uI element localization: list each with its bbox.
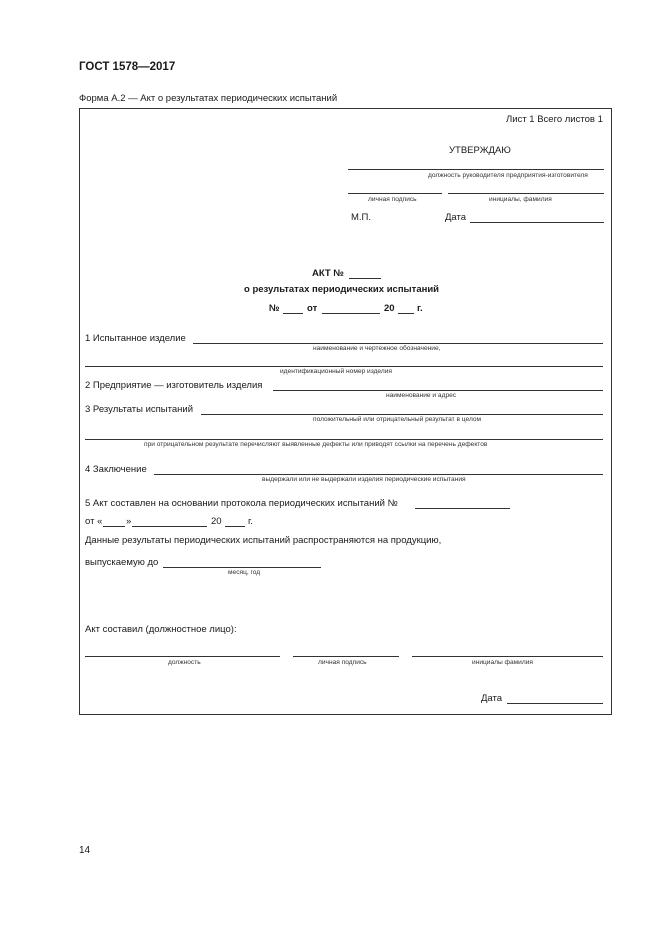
year2-line[interactable] — [225, 526, 245, 527]
approve-name-line[interactable] — [448, 193, 604, 194]
signature-line[interactable] — [293, 656, 399, 657]
approve-name-hint: инициалы, фамилия — [489, 196, 552, 203]
from-quote-label: от « — [85, 516, 103, 527]
item3-line[interactable] — [201, 414, 603, 415]
year-suffix: г. — [417, 303, 423, 314]
approve-position-line[interactable] — [348, 169, 604, 170]
quote-close: » — [126, 516, 132, 527]
bottom-date-line[interactable] — [507, 703, 603, 704]
form-caption: Форма А.2 — Акт о результатах периодических испытаний — [79, 93, 338, 104]
item4-label: 4 Заключение — [85, 464, 147, 475]
approve-signature-line[interactable] — [348, 193, 442, 194]
from-date-line[interactable] — [322, 313, 380, 314]
item3-label: 3 Результаты испытаний — [85, 404, 194, 415]
item1-hint: наименование и чертежное обозначение, — [313, 345, 441, 352]
year2-label: 20 — [211, 516, 222, 527]
released-line[interactable] — [163, 567, 321, 568]
spread-text: Данные результаты периодических испытаний распространяются на продукцию, — [85, 535, 442, 546]
name-line[interactable] — [412, 656, 603, 657]
item1-id-line[interactable] — [85, 366, 603, 367]
standard-code: ГОСТ 1578—2017 — [79, 61, 176, 73]
act-subtitle: о результатах периодических испытаний — [244, 284, 440, 295]
approve-position-hint: должность руководителя предприятия-изготовителя — [428, 172, 588, 179]
sheet-info: Лист 1 Всего листов 1 — [506, 114, 603, 125]
page-number: 14 — [79, 845, 91, 856]
released-label: выпускаемую до — [85, 557, 159, 568]
item2-line[interactable] — [273, 390, 603, 391]
act-number-line[interactable] — [349, 278, 381, 279]
item3-defects-hint: при отрицательном результате перечисляют выявленные дефекты или приводят ссылки на перечень дефектов — [144, 441, 488, 448]
position-line[interactable] — [85, 656, 280, 657]
approve-heading: УТВЕРЖДАЮ — [449, 145, 511, 156]
item4-line[interactable] — [154, 474, 603, 475]
act-title: АКТ № — [312, 268, 344, 279]
year-label: 20 — [384, 303, 395, 314]
item3-defects-line[interactable] — [85, 439, 603, 440]
item1-label: 1 Испытанное изделие — [85, 333, 186, 344]
signature-hint: личная подпись — [318, 659, 367, 666]
item4-hint: выдержали или не выдержали изделия периодические испытания — [262, 476, 466, 483]
bottom-date-label: Дата — [481, 693, 503, 704]
approve-signature-hint: личная подпись — [368, 196, 417, 203]
item1-line[interactable] — [193, 343, 603, 344]
number-line[interactable] — [283, 313, 303, 314]
name-hint: инициалы фамилия — [472, 659, 533, 666]
mp-label: М.П. — [351, 212, 372, 223]
day-line[interactable] — [103, 526, 125, 527]
number-label: № — [269, 303, 280, 314]
item3-hint: положительный или отрицательный результат в целом — [313, 416, 482, 423]
item2-label: 2 Предприятие — изготовитель изделия — [85, 380, 263, 391]
approve-date-label: Дата — [445, 212, 467, 223]
item2-hint: наименование и адрес — [386, 392, 457, 399]
approve-date-line[interactable] — [470, 222, 604, 223]
year2-suffix: г. — [248, 516, 253, 527]
position-hint: должность — [168, 659, 201, 666]
released-hint: месяц, год — [228, 569, 261, 576]
month-line[interactable] — [132, 526, 207, 527]
item5-label: 5 Акт составлен на основании протокола периодических испытаний № — [85, 498, 398, 509]
protocol-number-line[interactable] — [415, 508, 510, 509]
year-line[interactable] — [398, 313, 414, 314]
item1-id-hint: идентификационный номер изделия — [280, 368, 392, 375]
compiled-label: Акт составил (должностное лицо): — [85, 624, 237, 635]
from-label: от — [307, 303, 318, 314]
